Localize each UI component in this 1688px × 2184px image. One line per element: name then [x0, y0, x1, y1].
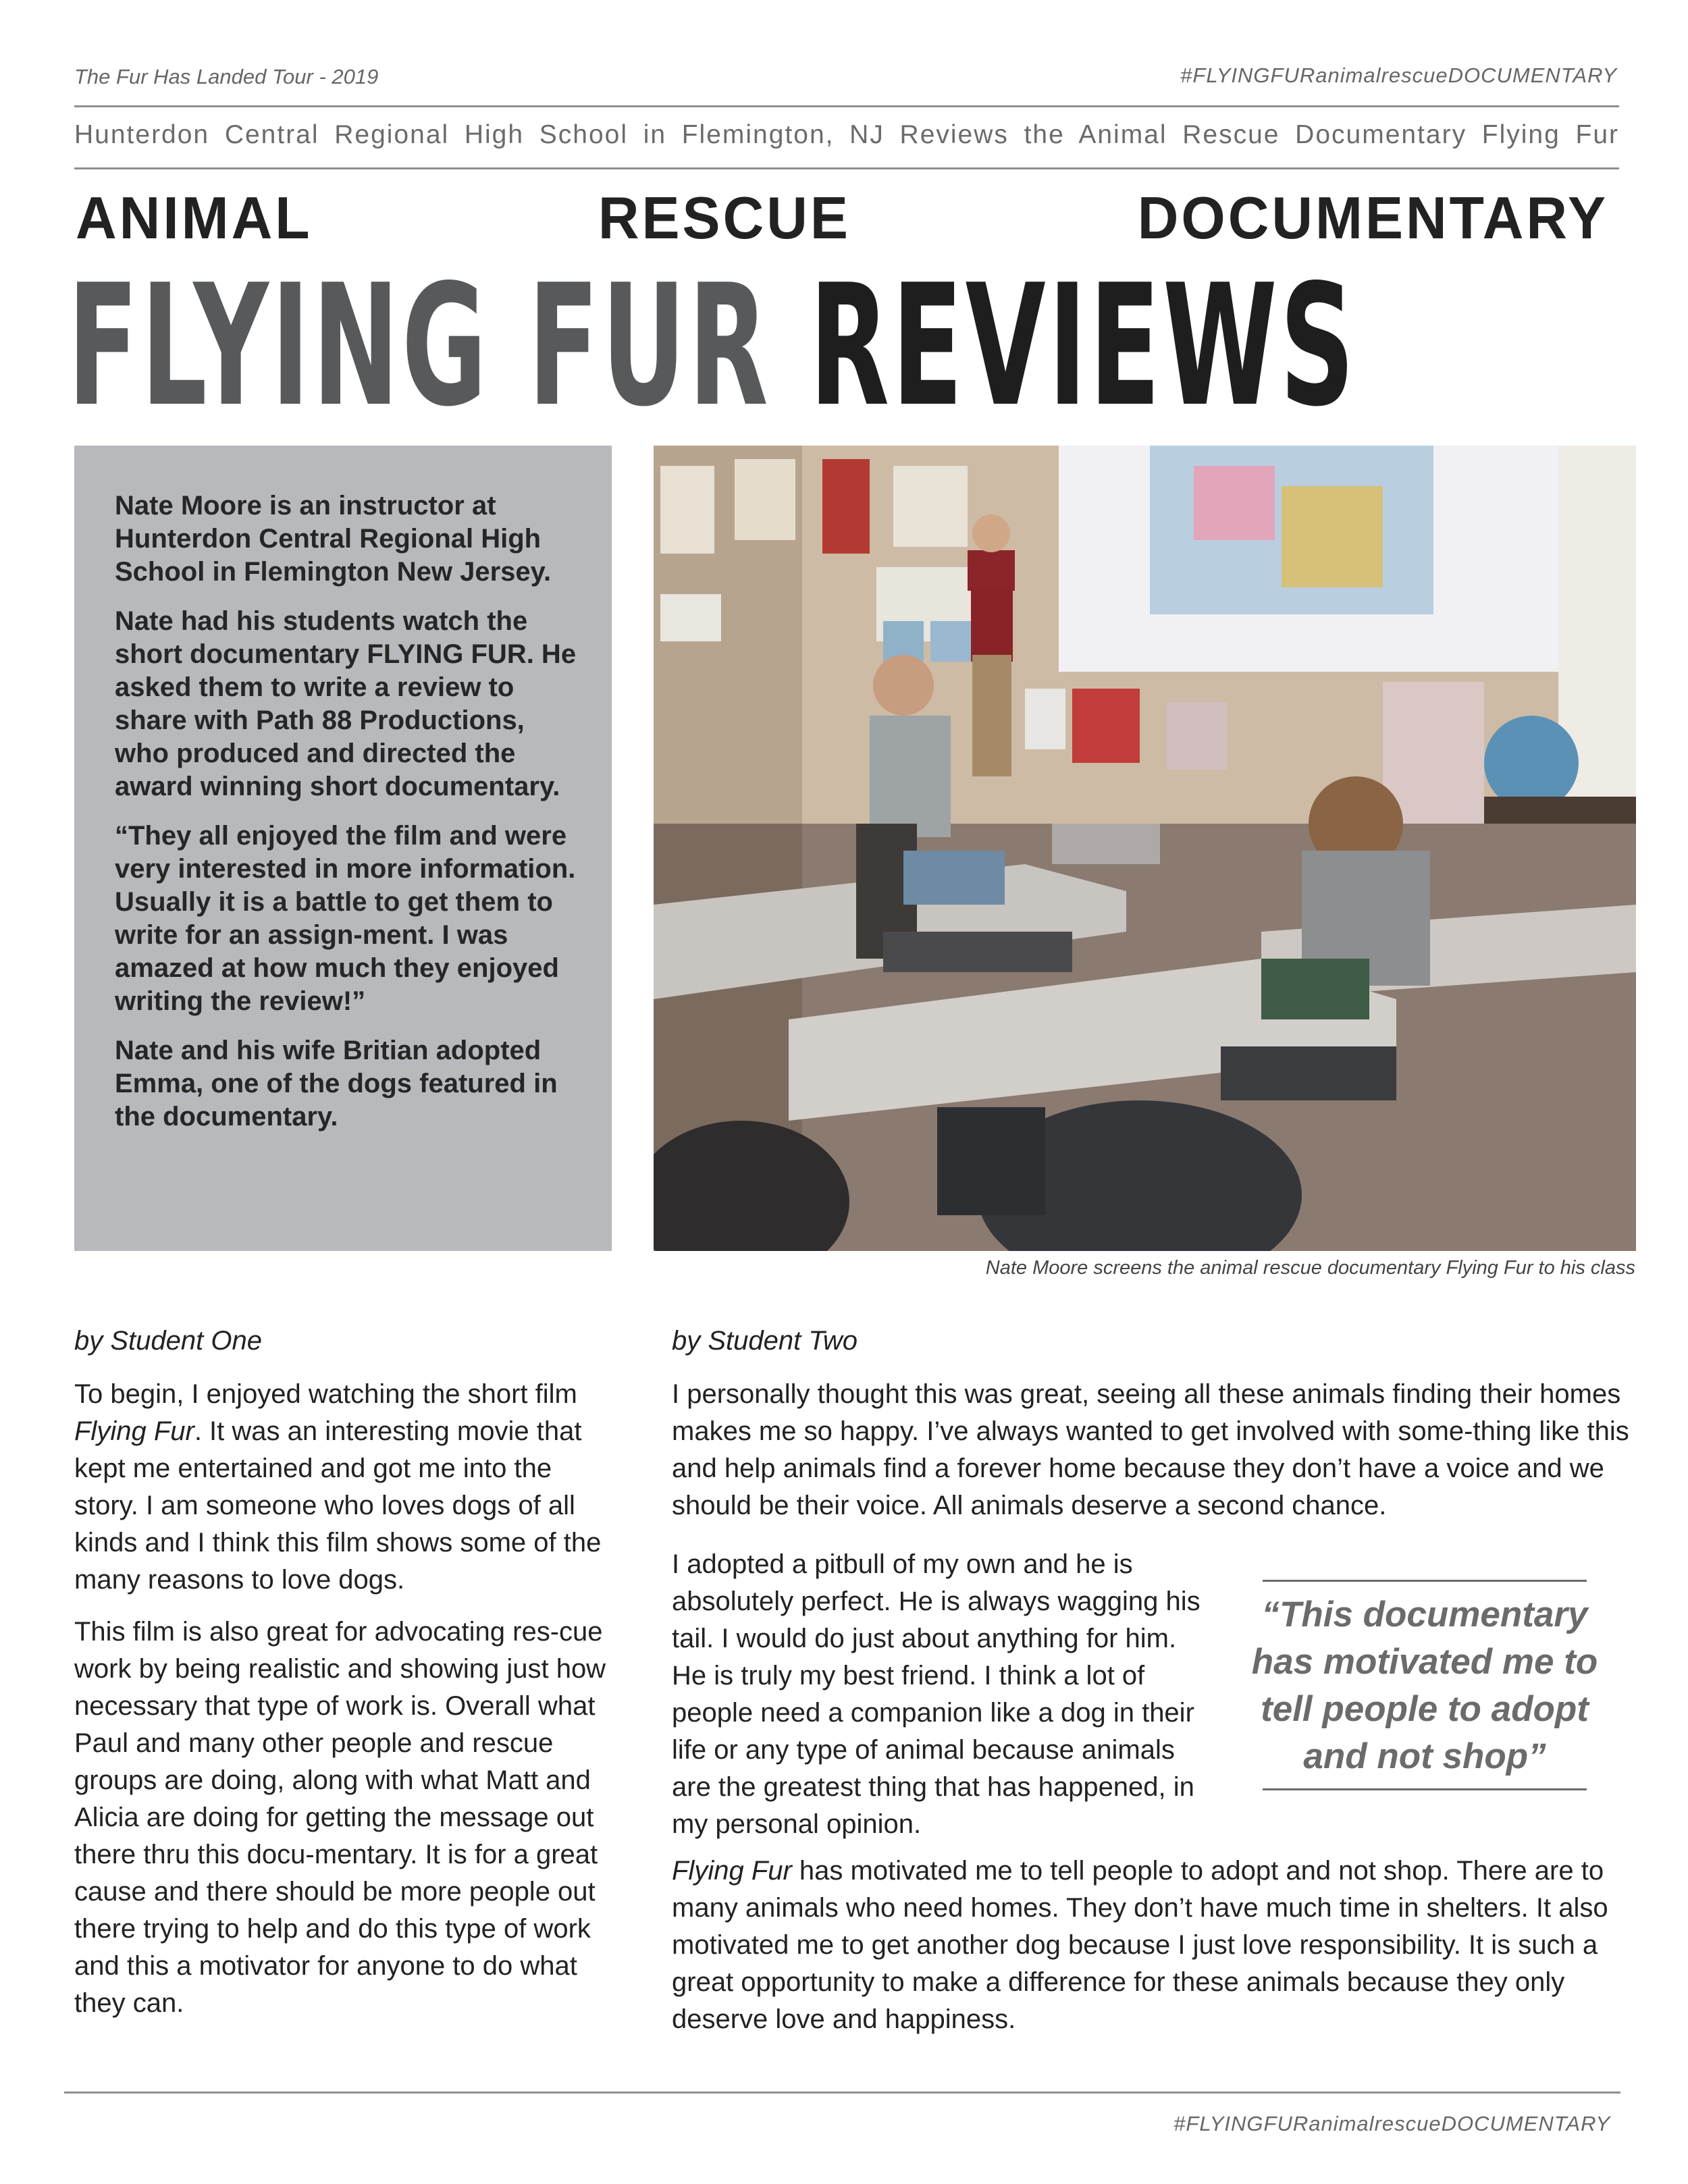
review-student-two-closing — [672, 1853, 1644, 2038]
sidebar-paragraph: Nate had his students watch the short documentary FLYING FUR. He asked them to write a review to share with Path 88 Productions, who produced and directed the award winning short documentary. — [115, 606, 577, 801]
review-text: has motivated me to tell people to adopt and not shop. There are to many animals who need homes. They don’t have much time in shelters. It also motivated me to get another dog because I just love responsibility. It is such a great opportunity to make a difference for these animals because they only deserve love and happiness. — [672, 1856, 1608, 2034]
review-paragraph — [672, 1853, 1644, 2038]
pull-quote-text: “This documentary has motivated me to tell people to adopt and not shop” — [1251, 1595, 1598, 1776]
headline-reviews: REVIEWS — [809, 249, 1357, 444]
pull-quote — [1229, 1580, 1620, 1790]
byline-student-one: by Student One — [74, 1326, 262, 1356]
tour-label: The Fur Has Landed Tour - 2019 — [74, 65, 379, 88]
hashtag-footer: #FLYINGFURanimalrescueDOCUMENTARY — [1173, 2112, 1610, 2135]
sidebar-paragraph: Nate and his wife Britian adopted Emma, one of the dogs featured in the documentary. — [115, 1036, 558, 1131]
film-title: Flying Fur — [672, 1856, 792, 1886]
film-title: Flying Fur — [74, 1416, 194, 1446]
review-paragraph: I personally thought this was great, seeing all these animals finding their homes makes me so happy. I’ve always wanted to get involved with some-thing like this and help animals find a forever home because they don’t have a voice and we should be their voice. All animals deserve a second chance. — [672, 1379, 1629, 1520]
review-paragraph: I adopted a pitbull of my own and he is absolutely perfect. He is always wagging his tail. I would do just about anything for him. He is truly my best friend. I think a lot of people need a companion like a dog in their life or any type of animal because animals are the greatest thing that has happened, in my personal opinion. — [672, 1549, 1201, 1839]
page-subtitle: Hunterdon Central Regional High School in Flemington, NJ Reviews the Animal Rescue Documentary Flying Fur — [74, 120, 1619, 149]
review-paragraph: This film is also great for advocating res-cue work by being realistic and showing just how necessary that type of work is. Overall what Paul and many other people and rescue groups are doing, along with what Matt and Alicia are doing for getting the message out there thru this docu-mentary. It is for a great cause and there should be more people out there trying to help and do this type of work and this a motivator for anyone to do what they can. — [74, 1617, 606, 2018]
header-rule-bottom — [74, 167, 1619, 169]
review-paragraph — [74, 1376, 614, 1599]
review-text: To begin, I enjoyed watching the short film — [74, 1379, 577, 1409]
header-rule-top — [74, 105, 1619, 107]
photo-caption: Nate Moore screens the animal rescue documentary Flying Fur to his class — [985, 1257, 1635, 1279]
hashtag-top: #FLYINGFURanimalrescueDOCUMENTARY — [1180, 63, 1617, 87]
byline-student-two: by Student Two — [672, 1326, 858, 1356]
sidebar-paragraph: Nate Moore is an instructor at Hunterdon Central Regional High School in Flemington New Jersey. — [115, 491, 552, 587]
classroom-illustration — [654, 446, 1636, 1251]
kicker-title: ANIMAL RESCUE DOCUMENTARY — [76, 184, 1608, 251]
quote-rule-bottom — [1263, 1788, 1587, 1790]
sidebar-paragraph: “They all enjoyed the film and were very interested in more information. Usually it is a battle to get them to write for an assign-ment. I was amazed at how much they enjoyed writing the review!” — [115, 821, 576, 1016]
headline — [68, 248, 1620, 444]
headline-flying-fur: FLYING FUR — [68, 249, 771, 444]
footer-rule — [64, 2092, 1620, 2094]
intro-sidebar — [74, 446, 612, 1251]
classroom-photo — [654, 446, 1636, 1251]
review-student-two-middle — [672, 1546, 1205, 1843]
review-student-one — [74, 1376, 614, 2037]
review-student-two-intro — [672, 1376, 1644, 1524]
review-text: . It was an interesting movie that kept me entertained and got me into the story. I am someone who loves dogs of all kinds and I think this film shows some of the many reasons to love dogs. — [74, 1416, 602, 1595]
